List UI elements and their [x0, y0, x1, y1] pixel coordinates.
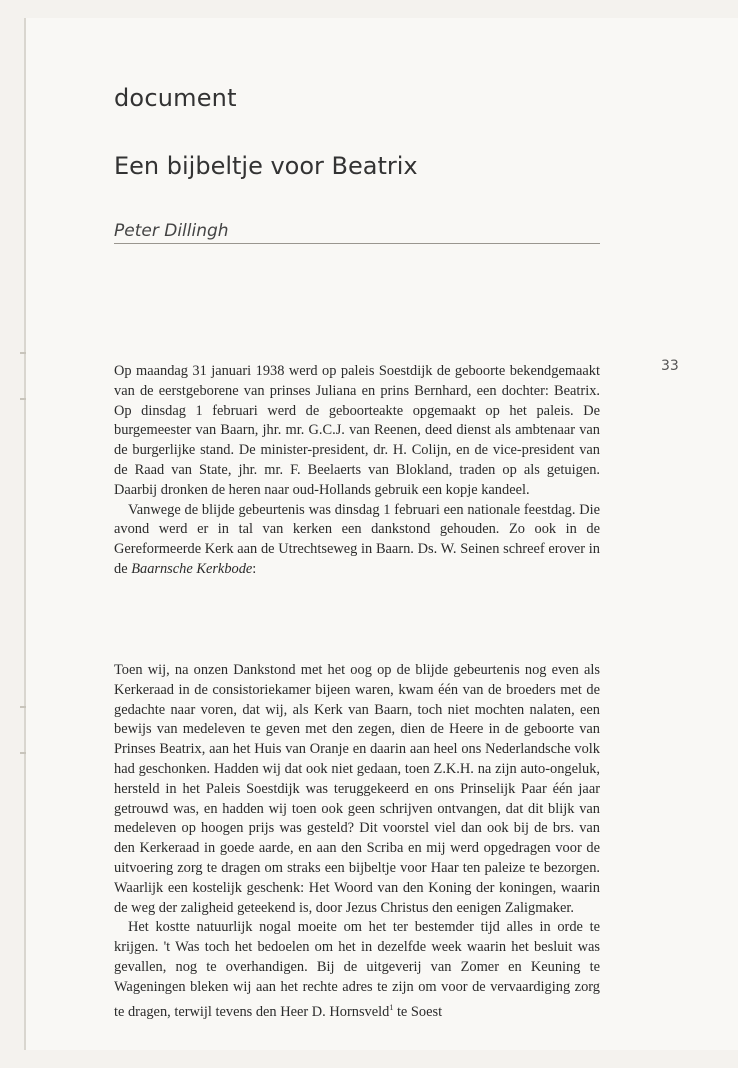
section-label: document: [114, 84, 237, 112]
quote-2-text-b: te Soest: [396, 1003, 443, 1020]
quote-1-text-b: na zijn auto-ongeluk, hersteld in het Paleis Soestdijk was teruggekeerd en ons Prinselijk Paar één jaar getrouwd was, en hadden wij toen ook geen schrijven ontvangen, dat dit blijk van medeleven op hoogen prijs was gesteld? Dit voorstel viel dan ook bij de brs. van den Kerkeraad in goede aarde, en aan den Scriba en mij werd opgedragen voor de uitvoering zorg te dragen om straks een bijbeltje voor Haar ten paleize te bezorgen. Waarlijk een kostelijk geschenk: Het Woord van den Koning der koningen, waarin de weg der zaligheid geteekend is, door Jezus Christus den eenigen Zaligmaker.: [114, 760, 601, 916]
article-author: Peter Dillingh: [114, 221, 229, 241]
article-title: Een bijbeltje voor Beatrix: [114, 152, 418, 180]
paragraph-2: [114, 501, 600, 580]
quote-paragraph-1: [114, 661, 600, 918]
paragraph-2-end: :: [252, 560, 257, 577]
paragraph-1: Op maandag 31 januari 1938 werd op paleis Soestdijk de geboorte bekendgemaakt van de eerstgeborene van prinses Juliana en prins Bernhard, een dochter: Beatrix. Op dinsdag 1 februari werd de geboorteakte opgemaakt op het paleis. De burgemeester van Baarn, jhr. mr. G.C.J. van Reenen, deed dienst als ambtenaar van de burgerlijke stand. De minister-president, dr. H. Colijn, en de vice-president van de Raad van State, jhr. mr. F. Beelaerts van Blokland, traden op als getuigen. Daarbij dronken de heren naar oud-Hollands gebruik een kopje kandeel.: [114, 363, 600, 498]
intro-text: [114, 362, 600, 580]
footnote-ref: 1: [389, 1002, 394, 1012]
paragraph-2-text: Vanwege de blijde gebeurtenis was dinsdag 1 februari een nationale feestdag. Die avond werd er in tal van kerken een dankstond gehouden. Zo ook in de Gereformeerde Kerk aan de Utrechtseweg in Baarn. Ds. W. Seinen schreef erover in de: [114, 501, 600, 577]
page-number: 33: [661, 358, 679, 374]
quoted-text: [114, 661, 600, 1022]
quote-2-text-a: Het kostte natuurlijk nogal moeite om het ter bestemder tijd alles in orde te krijgen. 't Was toch het bedoelen om het in dezelfde week waarin het besluit was gevallen, nog te overhandigen. Bij de uitgeverij van Zomer en Keuning te Wageningen bleken wij aan het rechte adres te zijn om voor de vervaardiging zorg te dragen, terwijl tevens den Heer D. Hornsveld: [114, 919, 600, 1020]
author-rule: [114, 243, 600, 244]
quote-paragraph-2: [114, 918, 600, 1022]
quote-1-text-a: Toen wij, na onzen Dankstond met het oog op de blijde gebeurtenis nog even als Kerkeraad in de consistoriekamer bijeen waren, kwam één van de broeders met de gedachte naar voren, dat wij, als Kerk van Baarn, toch niet mochten nalaten, een bewijs van medeleven te geven met den zegen, dien de Heere in de geboorte van Prinses Beatrix, aan het Huis van Oranje en daarin aan heel ons Nederlandsche volk had geschonken. Hadden wij dat ook niet gedaan, toen: [114, 662, 600, 777]
zkh-abbrev: Z.K.H.: [433, 760, 474, 777]
kerkbode-title: Baarnsche Kerkbode: [131, 560, 253, 577]
